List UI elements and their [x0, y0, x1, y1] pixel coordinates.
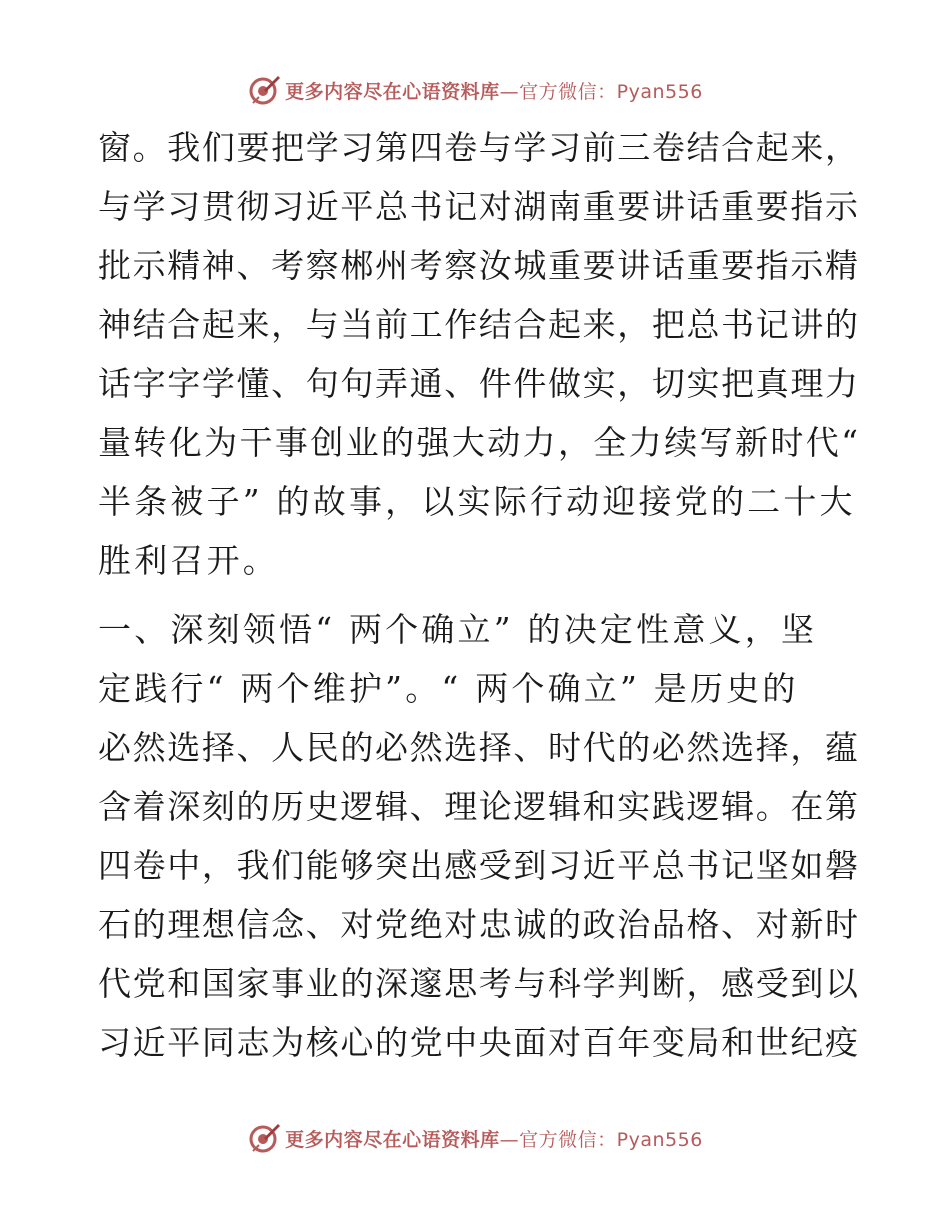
paragraph-2 [98, 600, 858, 1072]
footer-watermark [0, 1118, 950, 1158]
header-watermark [0, 70, 950, 110]
pen-logo-icon [247, 73, 281, 107]
banner-text: 更多内容尽在心语资料库—官方微信：Pyan556 [285, 80, 703, 103]
text-line: 定践行“ 两个维护”。“ 两个确立” 是历史的 [98, 669, 799, 708]
text-line: 代党和国家事业的深邃思考与科学判断，感受到以 [98, 964, 858, 1003]
text-line: 胜利召开。 [98, 541, 279, 580]
text-line: 一、深刻领悟“ 两个确立” 的决定性意义，坚 [98, 610, 818, 649]
banner-text: 更多内容尽在心语资料库—官方微信：Pyan556 [285, 1128, 703, 1151]
text-line: 与学习贯彻习近平总书记对湖南重要讲话重要指示 [98, 187, 858, 226]
text-line: 必然选择、人民的必然选择、时代的必然选择，蕴 [98, 728, 858, 767]
text-line: 窗。我们要把学习第四卷与学习前三卷结合起来， [98, 128, 858, 167]
text-line: 四卷中，我们能够突出感受到习近平总书记坚如磐 [98, 846, 858, 885]
pen-logo-icon [247, 1121, 281, 1155]
text-line: 话字字学懂、句句弄通、件件做实，切实把真理力 [98, 364, 858, 403]
document-body [98, 118, 858, 1072]
text-line: 含着深刻的历史逻辑、理论逻辑和实践逻辑。在第 [98, 787, 858, 826]
text-line: 习近平同志为核心的党中央面对百年变局和世纪疫 [98, 1023, 858, 1062]
text-line: 半条被子” 的故事，以实际行动迎接党的二十大 [98, 482, 856, 521]
text-line: 石的理想信念、对党绝对忠诚的政治品格、对新时 [98, 905, 858, 944]
text-line: 神结合起来，与当前工作结合起来，把总书记讲的 [98, 305, 858, 344]
text-line: 批示精神、考察郴州考察汝城重要讲话重要指示精 [98, 246, 858, 285]
paragraph-1 [98, 118, 858, 590]
text-line: 量转化为干事创业的强大动力，全力续写新时代“ [98, 423, 858, 462]
